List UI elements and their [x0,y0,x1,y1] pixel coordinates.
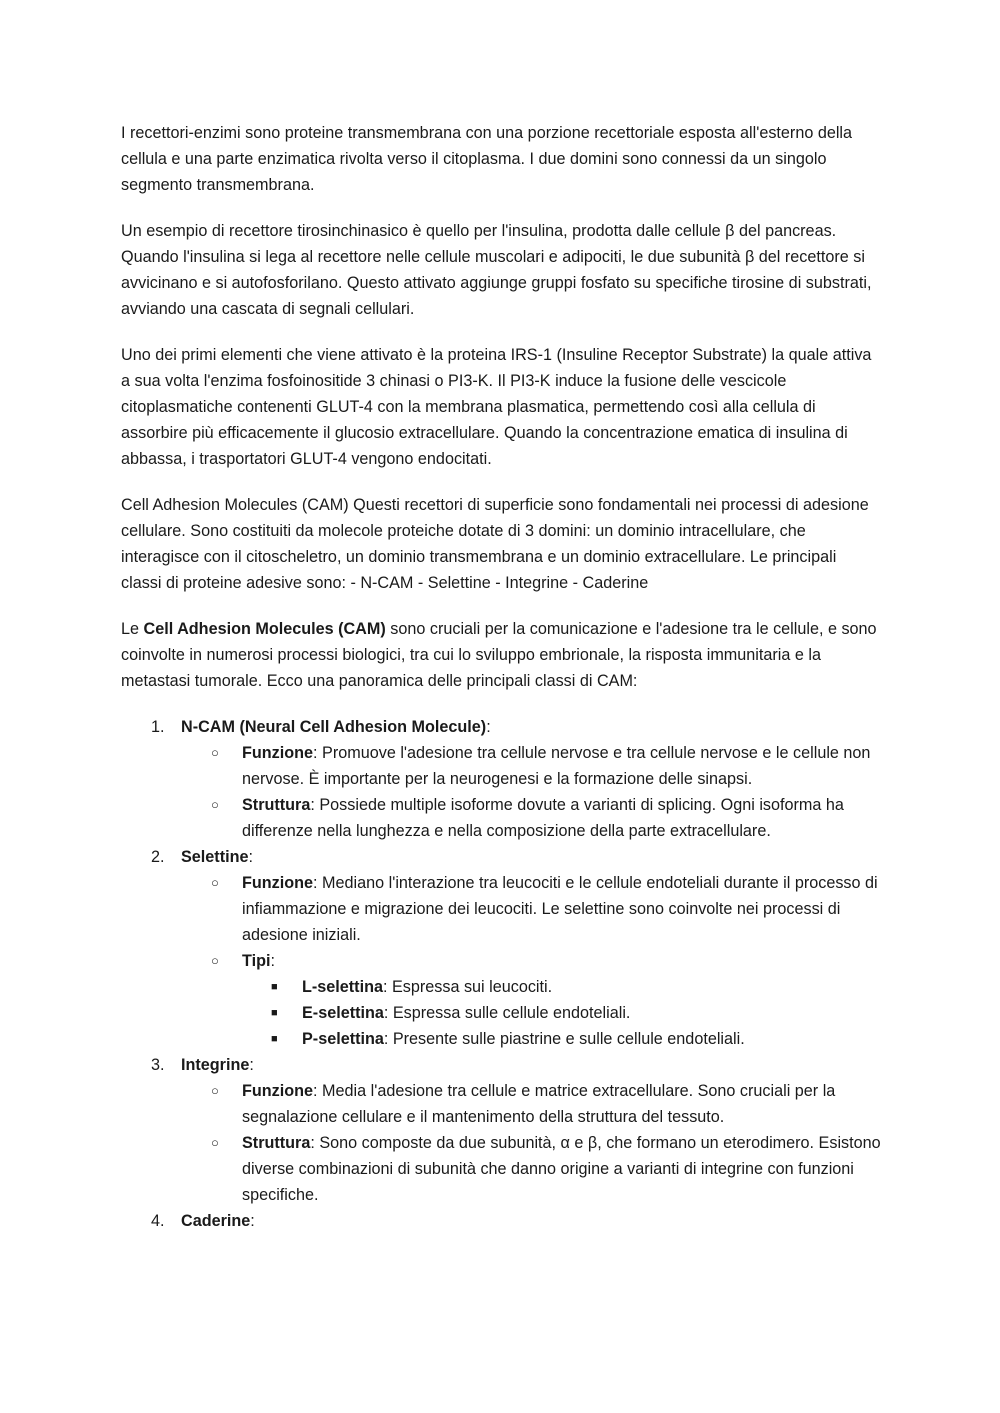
sub-item-label: Funzione [242,874,314,892]
cam-overview-bold: Cell Adhesion Molecules (CAM) [143,620,386,638]
colon: : [248,848,253,866]
list-number: 1. [151,718,165,736]
sub-item-label: Funzione [242,1082,314,1100]
cam-classes-list [121,714,881,1234]
sub-item-funzione [121,870,881,948]
sub-item-label: Funzione [242,744,314,762]
sub-item-text: : Media l'adesione tra cellule e matrice extracellulare. Sono cruciali per la segnalazione cellulare e il mantenimento della struttura del tessuto. [242,1082,836,1126]
list-item-title: Selettine [181,848,249,866]
sub-item-funzione [121,1078,881,1130]
sub-item-struttura [121,792,881,844]
colon: : [270,952,275,970]
cam-overview-post: sono cruciali per la comunicazione e l'adesione tra le cellule, e sono coinvolte in numerosi processi biologici, tra cui lo sviluppo embrionale, la risposta immunitaria e la metastasi tumorale. Ecco una panoramica delle principali classi di CAM: [121,620,877,690]
square-bullet-icon: ■ [271,1007,278,1019]
type-label: L-selettina [302,978,383,996]
square-bullet-icon: ■ [271,1033,278,1045]
colon: : [250,1212,255,1230]
type-label: P-selettina [302,1030,384,1048]
circle-bullet-icon: ○ [211,875,219,890]
list-item-title: Caderine [181,1212,251,1230]
list-item-title: Integrine [181,1056,250,1074]
list-item-selettine [121,844,881,1052]
list-number: 4. [151,1212,165,1230]
circle-bullet-icon: ○ [211,1083,219,1098]
type-text: : Espressa sui leucociti. [382,978,553,996]
square-bullet-icon: ■ [271,981,278,993]
paragraph-irs1: Uno dei primi elementi che viene attivato è la proteina IRS-1 (Insuline Receptor Substrate) la quale attiva a sua volta l'enzima fosfoinositide 3 chinasi o PI3-K. Il PI3-K induce la fusione delle vescicole citoplasmatiche contenenti GLUT-4 con la membrana plasmatica, permettendo così alla cellula di assorbire più efficacemente il glucosio extracellulare. Quando la concentrazione ematica di insulina di abbassa, i trasportatori GLUT-4 vengono endocitati. [121,346,872,468]
sub-item-funzione [121,740,881,792]
type-label: E-selettina [302,1004,384,1022]
sub-item-label: Tipi [242,952,271,970]
sub-item-text: : Possiede multiple isoforme dovute a varianti di splicing. Ogni isoforma ha differenze nella lunghezza e nella composizione della parte extracellulare. [242,796,844,840]
paragraph-cam-overview [121,616,881,694]
list-item-integrine [121,1052,881,1208]
circle-bullet-icon: ○ [211,745,219,760]
circle-bullet-icon: ○ [211,797,219,812]
list-item-ncam [121,714,881,844]
type-text: : Espressa sulle cellule endoteliali. [383,1004,631,1022]
list-item-title: N-CAM (Neural Cell Adhesion Molecule) [181,718,487,736]
sub-item-text: : Sono composte da due subunità, α e β, che formano un eterodimero. Esistono diverse combinazioni di subunità che danno origine a varianti di integrine con funzioni specifiche. [242,1134,881,1204]
circle-bullet-icon: ○ [211,953,219,968]
paragraph-insulina: Un esempio di recettore tirosinchinasico è quello per l'insulina, prodotta dalle cellule β del pancreas. Quando l'insulina si lega al recettore nelle cellule muscolari e adipociti, le due subunità β del recettore si avvicinano e si autofosforilano. Questo attivato aggiunge gruppi fosfato su specifiche tirosine di substrati, avviando una cascata di segnali cellulari. [121,222,872,318]
document-body [121,120,881,1234]
sub-item-text: : Mediano l'interazione tra leucociti e le cellule endoteliali durante il processo di infiammazione e migrazione dei leucociti. Le selettine sono coinvolte nei processi di adesione iniziali. [242,874,878,944]
sub-item-label: Struttura [242,796,311,814]
sub-item-tipi [121,948,881,974]
sub-item-label: Struttura [242,1134,311,1152]
cam-overview-pre: Le [121,620,144,638]
list-number: 3. [151,1056,165,1074]
colon: : [486,718,491,736]
paragraph-cam-intro: Cell Adhesion Molecules (CAM) Questi recettori di superficie sono fondamentali nei processi di adesione cellulare. Sono costituiti da molecole proteiche dotate di 3 domini: un dominio intracellulare, che interagisce con il citoscheletro, un dominio transmembrana e un dominio extracellulare. Le principali classi di proteine adesive sono: - N-CAM - Selettine - Integrine - Caderine [121,496,869,592]
sub-item-struttura [121,1130,881,1208]
colon: : [249,1056,254,1074]
type-item-l-selettina [121,974,881,1000]
list-number: 2. [151,848,165,866]
circle-bullet-icon: ○ [211,1135,219,1150]
sub-item-text: : Promuove l'adesione tra cellule nervose e tra cellule nervose e le cellule non nervose. È importante per la neurogenesi e la formazione delle sinapsi. [242,744,871,788]
type-item-e-selettina [121,1000,881,1026]
list-item-caderine [121,1208,881,1234]
paragraph-recettori-enzimi: I recettori-enzimi sono proteine transmembrana con una porzione recettoriale esposta all'esterno della cellula e una parte enzimatica rivolta verso il citoplasma. I due domini sono connessi da un singolo segmento transmembrana. [121,124,853,194]
type-item-p-selettina [121,1026,881,1052]
type-text: : Presente sulle piastrine e sulle cellule endoteliali. [383,1030,745,1048]
